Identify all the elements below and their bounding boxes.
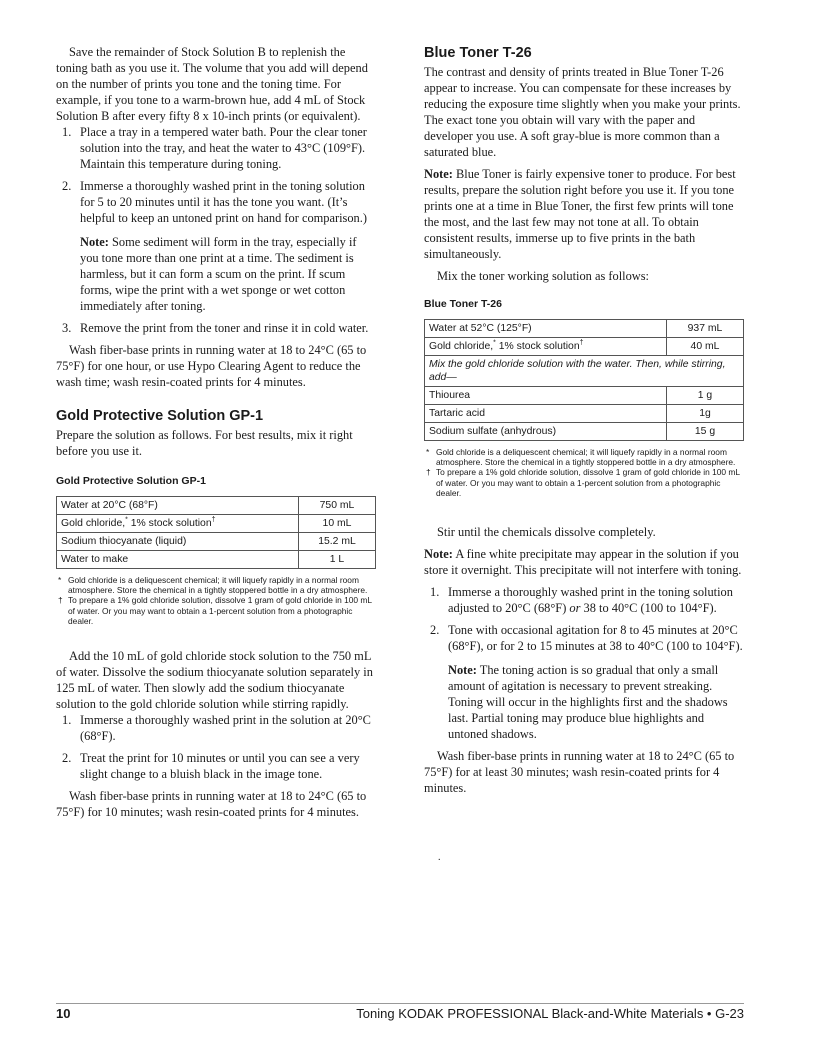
table-row: Water at 20°C (68°F) 750 mL bbox=[57, 497, 376, 515]
gp1-footnotes bbox=[56, 575, 376, 626]
table-row: Water at 52°C (125°F) 937 mL bbox=[425, 320, 744, 338]
wash-paragraph-3: Wash fiber-base prints in running water at 18 to 24°C (65 to 75°F) for at least 30 minutes; wash resin-coated prints for 4 minutes. bbox=[424, 749, 735, 796]
wash-paragraph-1: Wash fiber-base prints in running water at 18 to 24°C (65 to 75°F) for one hour, or use Hypo Clearing Agent to reduce the wash time; wash resin-coated prints for 4 minutes. bbox=[56, 343, 367, 389]
stock-b-paragraph: Save the remainder of Stock Solution B to replenish the toning bath as you use it. The volume that you add will depend on the number of prints you tone and the toning time. For example, if you tone to a warm-brown hue, add 4 mL of Stock Solution B after every fifty 8 x 10-inch prints (or equivalent). bbox=[56, 45, 368, 123]
list-item: 2. Immerse a thoroughly washed print in the toning solution for 5 to 20 minutes until it has the tone you want. (It’s helpful to keep an untoned print on hand for comparison.) Note: Some sediment will form in the tray, especially if you tone more than one print at a time. The sediment is harmless, but it can form a scum on the print. If scum forms, wipe the print with a wet sponge or wet cotton immediately after toning. bbox=[56, 178, 376, 314]
gp1-intro: Prepare the solution as follows. For best results, mix it right before you use it. bbox=[56, 428, 353, 458]
gp1-formula-table bbox=[56, 496, 376, 569]
footnote-star: * Gold chloride is a deliquescent chemical; it will liquefy rapidly in a normal room atmosphere. Store the chemical in a tightly stoppered bottle in a dry atmosphere. bbox=[58, 575, 368, 596]
table-row: Tartaric acid 1g bbox=[425, 405, 744, 423]
wash-paragraph-2: Wash fiber-base prints in running water at 18 to 24°C (65 to 75°F) for 10 minutes; wash resin-coated prints for 4 minutes. bbox=[56, 789, 367, 820]
table-row: Sodium sulfate (anhydrous) 15 g bbox=[425, 423, 744, 441]
table-row: Water to make 1 L bbox=[57, 551, 376, 569]
list-item: 2. Tone with occasional agitation for 8 to 45 minutes at 20°C (68°F), or for 2 to 15 minutes at 38 to 40°C (100 to 104°F). Note: The toning action is so gradual that only a small amount of agitation is necessary to prevent streaking. Toning will occur in the highlights first and the shadows last. Partial toning may produce blue highlights and untoned shadows. bbox=[430, 623, 743, 742]
agitation-note: Note: The toning action is so gradual that only a small amount of agitation is necessary to prevent streaking. Toning will occur in the highlights first and the shadows last. Partial toning may produce blue highlights and untoned shadows. bbox=[448, 663, 728, 742]
sediment-note: Note: Some sediment will form in the tray, especially if you tone more than one print at a time. The sediment is harmless, but it can form a scum on the print. If scum forms, wipe the print with a wet sponge or wet cotton immediately after toning. bbox=[80, 235, 357, 313]
footer-title: Toning KODAK PROFESSIONAL Black-and-White Materials • G-23 bbox=[356, 1006, 744, 1021]
mix-intro: Mix the toner working solution as follows: bbox=[437, 269, 650, 283]
gp1-steps bbox=[56, 712, 376, 782]
gp1-mix-paragraph: Add the 10 mL of gold chloride stock solution to the 750 mL of water. Dissolve the sodium thiocyanate solution separately in 125 mL of water. Then slowly add the sodium thiocyanate solution to the gold chloride solution while stirring rapidly. bbox=[56, 649, 373, 712]
blue-toner-note: Note: Blue Toner is fairly expensive toner to produce. For best results, prepare the solution right before you use it. If you tone prints one at a time in Blue Toner, the first few prints will tone the most, and the last few may not tone at all. To obtain consistent results, immerse up to five prints in the bath simultaneously. bbox=[424, 167, 736, 261]
left-column bbox=[56, 44, 376, 820]
blue-toner-heading: Blue Toner T-26 bbox=[424, 45, 532, 61]
footnote-dagger: † To prepare a 1% gold chloride solution, dissolve 1 gram of gold chloride in 100 mL of water. Or you may want to obtain a 1-percent solution from a photographic dealer. bbox=[426, 467, 740, 498]
list-item: 1. Immerse a thoroughly washed print in the toning solution adjusted to 20°C (68°F) or 38 to 40°C (100 to 104°F). bbox=[430, 585, 733, 616]
t26-formula-table bbox=[424, 319, 744, 441]
page-number: 10 bbox=[56, 1006, 71, 1021]
footer-divider bbox=[56, 1003, 744, 1004]
gp1-table-title: Gold Protective Solution GP-1 bbox=[56, 475, 206, 487]
t26-table-title: Blue Toner T-26 bbox=[424, 298, 502, 310]
gp1-heading: Gold Protective Solution GP-1 bbox=[56, 408, 264, 424]
blue-toner-intro: The contrast and density of prints treated in Blue Toner T-26 appear to increase. You can compensate for these increases by reducing the exposure time slightly when you make your prints. The exact tone you obtain will vary with the paper and developer you use. A soft gray-blue is more common than a saturated blue. bbox=[424, 65, 741, 159]
stray-dot: . bbox=[438, 852, 441, 863]
t26-steps bbox=[424, 584, 744, 742]
right-column bbox=[424, 44, 744, 796]
list-item: 3. Remove the print from the toner and rinse it in cold water. bbox=[62, 321, 369, 335]
precipitate-note: Note: A fine white precipitate may appear in the solution if you store it overnight. This precipitate will not interfere with toning. bbox=[424, 547, 742, 578]
table-row: Gold chloride,* 1% stock solution† 40 mL bbox=[425, 338, 744, 356]
footnote-dagger: † To prepare a 1% gold chloride solution, dissolve 1 gram of gold chloride in 100 mL of water. Or you may want to obtain a 1-percent solution from a photographic dealer. bbox=[58, 595, 372, 626]
list-item: 1. Place a tray in a tempered water bath. Pour the clear toner solution into the tray, and heat the water to 43°C (109°F). Maintain this temperature during toning. bbox=[62, 125, 367, 171]
t26-footnotes bbox=[424, 447, 744, 498]
table-row: Mix the gold chloride solution with the water. Then, while stirring, add— bbox=[425, 356, 744, 387]
list-item: 2. Treat the print for 10 minutes or until you can see a very slight change to a bluish black in the image tone. bbox=[62, 751, 360, 782]
table-row: Thiourea 1 g bbox=[425, 387, 744, 405]
toning-steps bbox=[56, 124, 376, 336]
footnote-star: * Gold chloride is a deliquescent chemical; it will liquefy rapidly in a normal room atmosphere. Store the chemical in a tightly stoppered bottle in a dry atmosphere. bbox=[426, 447, 736, 468]
table-row: Sodium thiocyanate (liquid) 15.2 mL bbox=[57, 533, 376, 551]
list-item: 1. Immerse a thoroughly washed print in the solution at 20°C (68°F). bbox=[62, 713, 371, 744]
table-row: Gold chloride,* 1% stock solution† 10 mL bbox=[57, 515, 376, 533]
stir-paragraph: Stir until the chemicals dissolve completely. bbox=[437, 525, 656, 540]
